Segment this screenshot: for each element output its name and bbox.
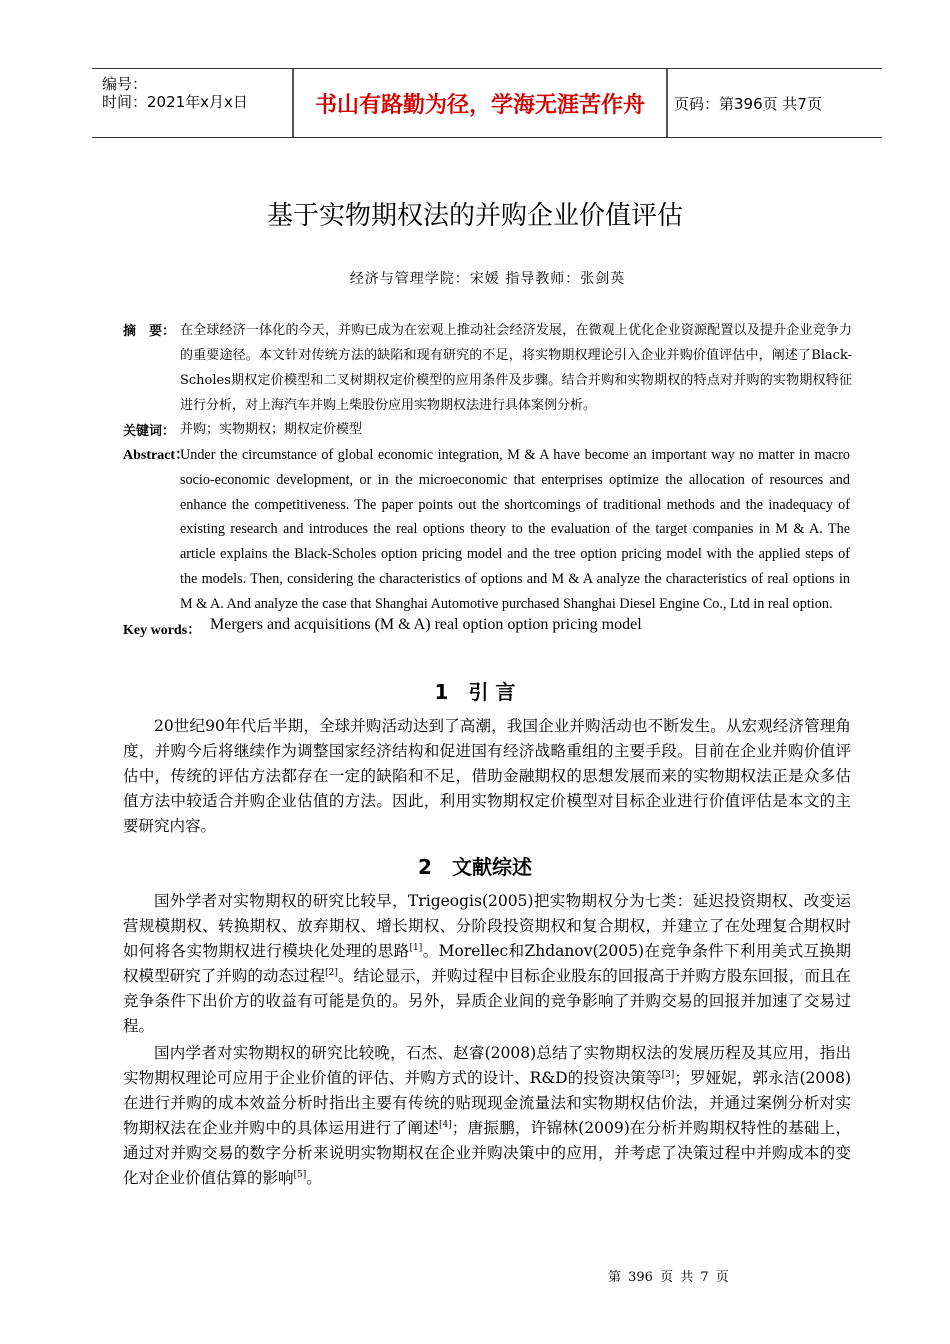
keywords-cn-text: 并购；实物期权；期权定价模型 (180, 422, 363, 437)
page-header (92, 68, 882, 138)
citation: [3] (661, 1069, 675, 1080)
keywords-cn-label: 关键词： (123, 424, 176, 439)
text-run: 国内学者对实物期权的研究比较晚，石杰、赵睿(2008)总结了实物期权法的发展历程及其应用，指出实物期权理论可应用于企业价值的评估、并购方式的设计、R&D的投资决策等 (123, 1044, 851, 1087)
header-time-label: 时间：2021年x月x日 (102, 93, 248, 111)
header-page-info: 页码：第396页 共7页 (674, 94, 822, 113)
section1-paragraph: 20世纪90年代后半期，全球并购活动达到了高潮，我国企业并购活动也不断发生。从宏观经济管理角度，并购今后将继续作为调整国家经济结构和促进国有经济战略重组的主要手段。目前在企业并购价值评估中，传统的评估方法都存在一定的缺陷和不足，借助金融期权的思想发展而来的实物期权法正是众多估值方法中较适合并购企业估值的方法。因此，利用实物期权定价模型对目标企业进行价值评估是本文的主要研究内容。 (123, 717, 851, 835)
text-run: 。Morellec和Zhdanov(2005)在竞争条件下利用美式互换期权模型研究了并购的动态过程 (123, 942, 851, 985)
header-divider (666, 69, 668, 137)
citation: [4] (439, 1119, 452, 1130)
author-line: 经济与管理学院：宋媛 指导教师：张剑英 (349, 271, 626, 287)
header-number-label: 编号： (102, 75, 148, 93)
keywords-en-text: Mergers and acquisitions (M & A) real option option pricing model (210, 616, 642, 633)
keywords-en-label: Key words： (123, 623, 202, 638)
text-run: 。 (306, 1169, 322, 1187)
citation: [2] (325, 967, 338, 978)
header-meta (92, 69, 292, 137)
citation: [1] (409, 942, 423, 953)
section2-paragraph-2 (123, 1041, 851, 1191)
text-run: ；罗娅妮，郭永洁(2008)在进行并购的成本效益分析时指出主要有传统的贴现现金流量法和实物期权估价法，并通过案例分析对实物期权法在企业并购中的具体运用进行了阐述 (123, 1069, 851, 1137)
abstract-cn-label: 摘 要： (123, 324, 176, 339)
text-run: ；唐振鹏，许锦林(2009)在分析并购期权特性的基础上，通过对并购交易的数字分析来说明实物期权在企业并购决策中的应用，并考虑了决策过程中并购成本的变化对企业价值估算的影响 (123, 1119, 851, 1187)
citation: [5] (293, 1169, 307, 1180)
text-run: 。结论显示，并购过程中目标企业股东的回报高于并购方股东回报，而且在竞争条件下出价方的收益有可能是负的。另外，异质企业间的竞争影响了并购交易的回报并加速了交易过程。 (123, 967, 851, 1035)
section2-paragraph-1 (123, 889, 851, 1039)
page-footer: 第 396 页 共 7 页 (608, 1270, 729, 1285)
section-heading: 1 引 言 (434, 680, 516, 704)
abstract-en-label: Abstract： (123, 448, 190, 463)
page-title: 基于实物期权法的并购企业价值评估 (266, 201, 683, 231)
text-run: 国外学者对实物期权的研究比较早，Trigeogis(2005)把实物期权分为七类：延迟投资期权、改变运营规模期权、转换期权、放弃期权、增长期权、分阶段投资期权和复合期权，并建立了在处理复合期权时如何将各实物期权进行模块化处理的思路 (123, 892, 851, 960)
abstract-en-text: Under the circumstance of global economic integration, M & A have become an important way no matter in macro socio-economic development, or in the microeconomic that enterprises optimize the allocation of resources and enhance the competitiveness. The paper points out the shortcomings of traditional methods and the inadequacy of existing research and introduces the real options theory to the evaluation of the target companies in M & A. The article explains the Black-Scholes option pricing model and the tree option pricing model with the applied steps of the models. Then, considering the characteristics of options and M & A analyze the characteristics of real options in M & A. And analyze the case that Shanghai Automotive purchased Shanghai Diesel Engine Co., Ltd in real option. (180, 447, 850, 612)
section-heading: 2 文献综述 (418, 855, 532, 879)
abstract-cn-text: 在全球经济一体化的今天，并购已成为在宏观上推动社会经济发展，在微观上优化企业资源配置以及提升企业竞争力的重要途径。本文针对传统方法的缺陷和现有研究的不足，将实物期权理论引入企业并购价值评估中，阐述了Black-Scholes期权定价模型和二叉树期权定价模型的应用条件及步骤。结合并购和实物期权的特点对并购的实物期权特征进行分析，对上海汽车并购上柴股份应用实物期权法进行具体案例分析。 (180, 323, 852, 413)
header-motto: 书山有路勤为径，学海无涯苦作舟 (314, 92, 645, 118)
